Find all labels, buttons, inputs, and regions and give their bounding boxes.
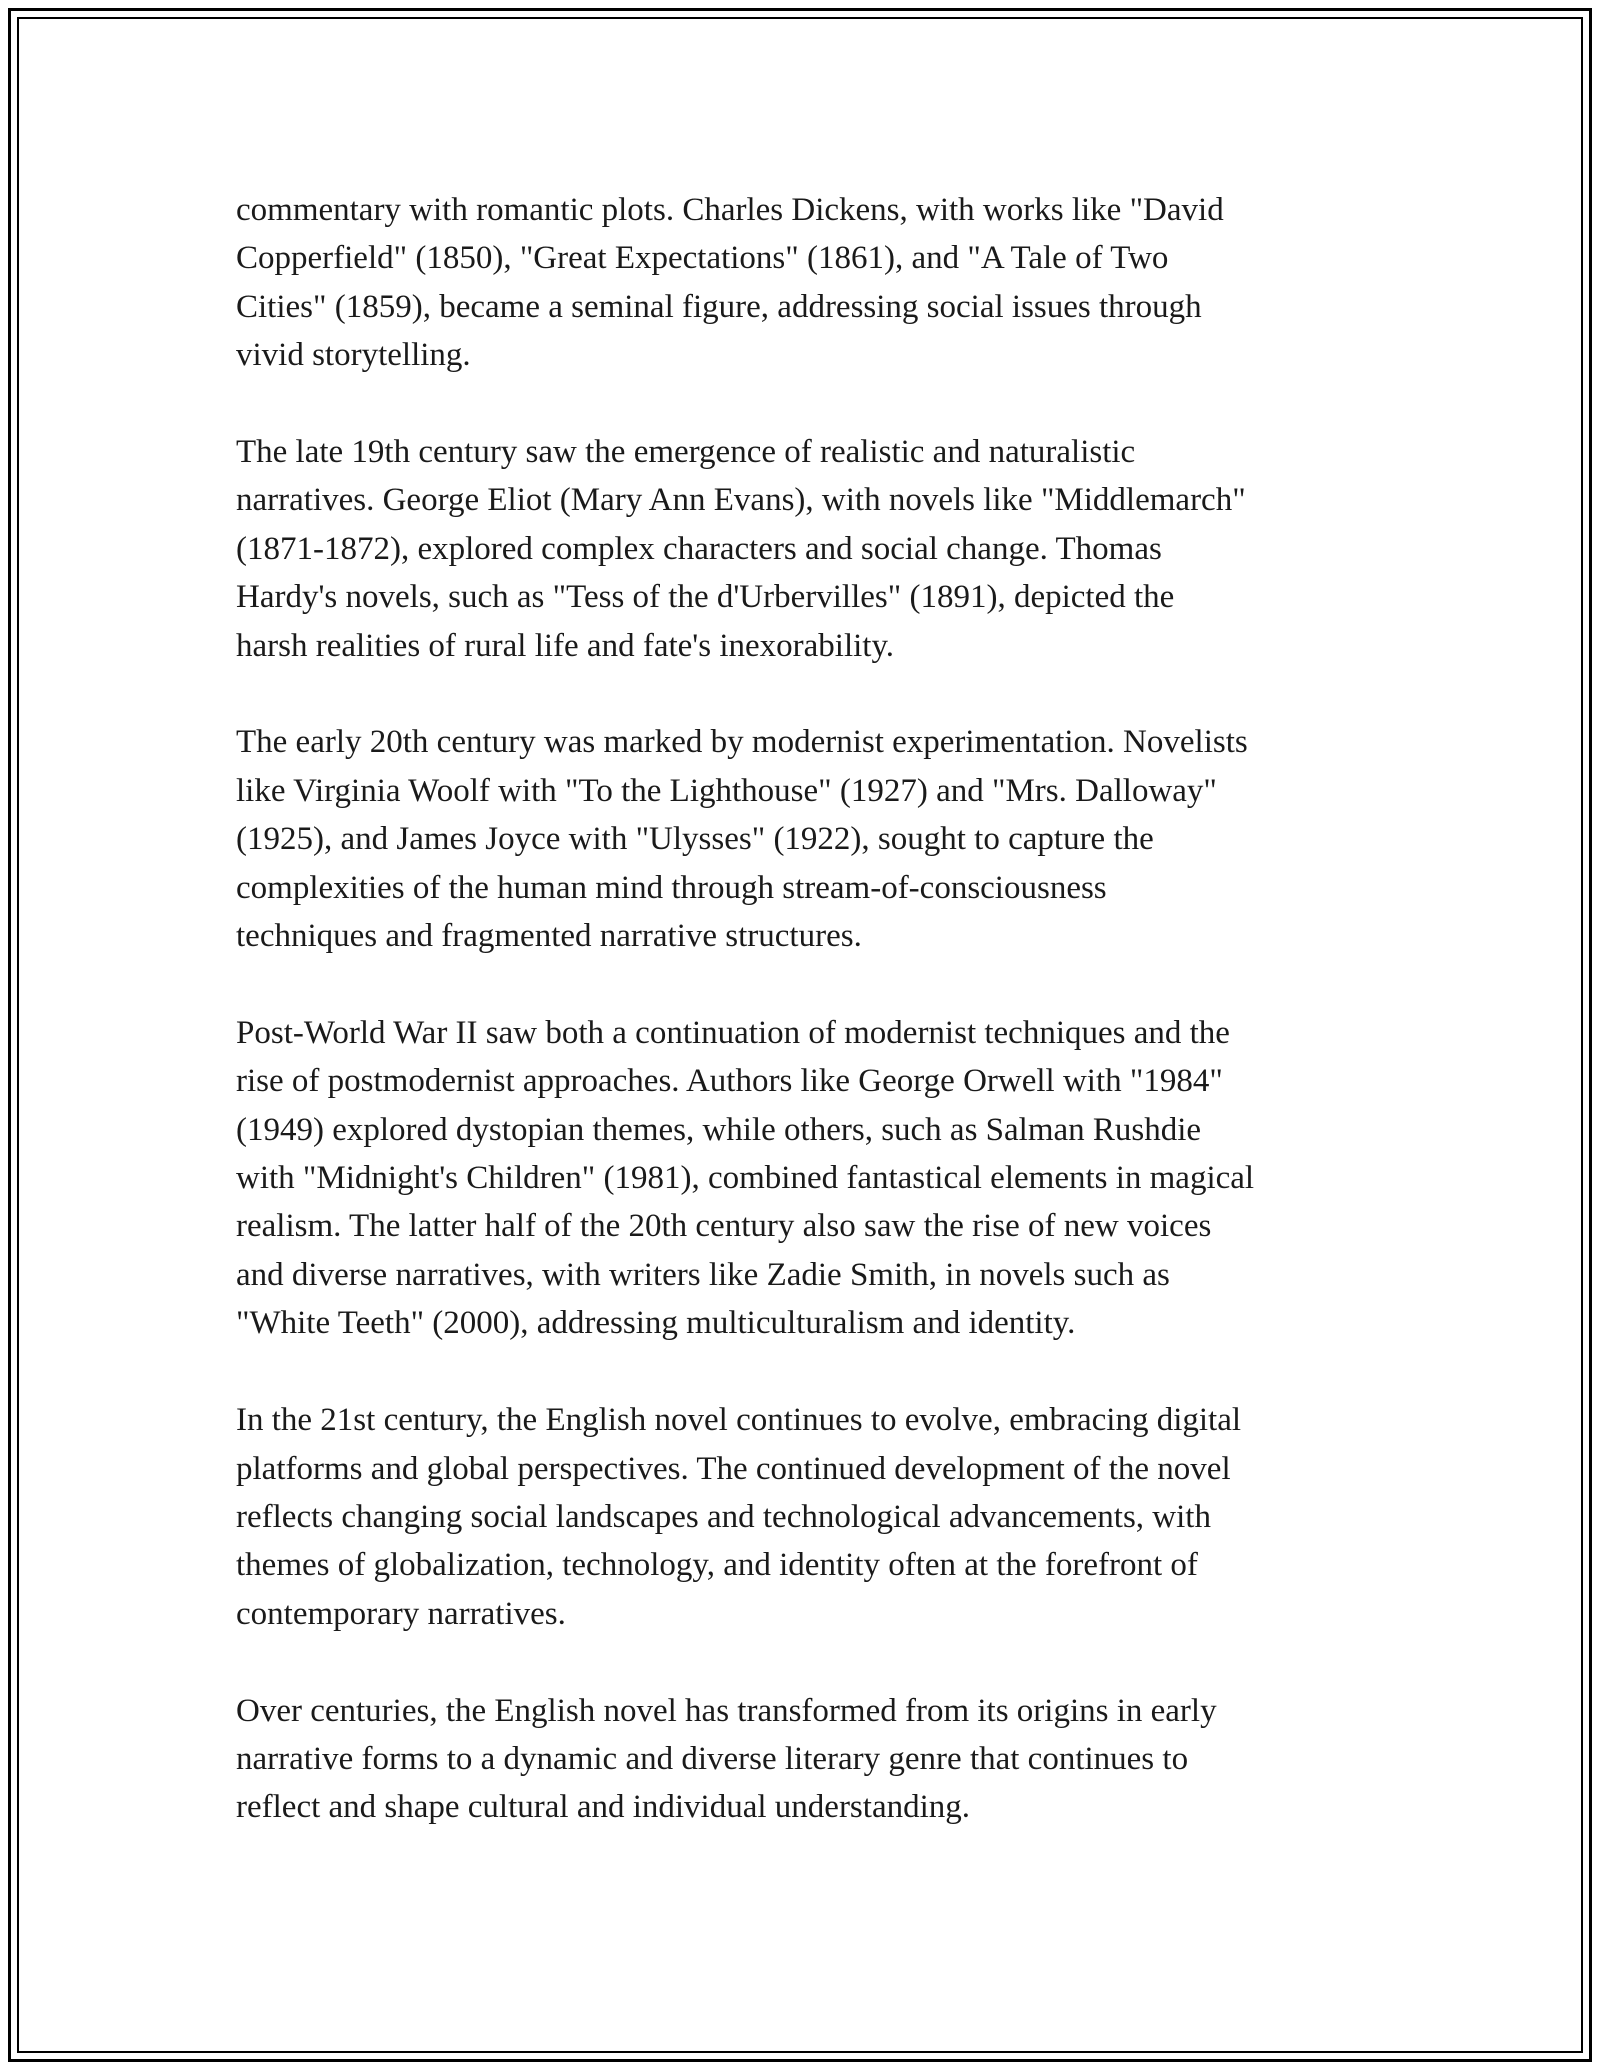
paragraph-21st-century: [236, 1396, 1386, 1638]
paragraph-dickens: [236, 186, 1386, 380]
text-line: realism. The latter half of the 20th century also saw the rise of new voices: [236, 1208, 1212, 1245]
text-line: platforms and global perspectives. The continued development of the novel: [236, 1450, 1231, 1487]
text-line: (1949) explored dystopian themes, while others, such as Salman Rushdie: [236, 1111, 1202, 1148]
text-line: The early 20th century was marked by modernist experimentation. Novelists: [236, 724, 1248, 761]
text-line: Post-World War II saw both a continuation of modernist techniques and the: [236, 1014, 1230, 1051]
text-line: and diverse narratives, with writers like Zadie Smith, in novels such as: [236, 1256, 1170, 1293]
text-line: Copperfield" (1850), "Great Expectations" (1861), and "A Tale of Two: [236, 240, 1169, 277]
text-line: commentary with romantic plots. Charles Dickens, with works like "David: [236, 192, 1224, 228]
text-line: "White Teeth" (2000), addressing multiculturalism and identity.: [236, 1305, 1076, 1342]
text-line: techniques and fragmented narrative structures.: [236, 918, 862, 955]
paragraph-late-19th-century: [236, 428, 1386, 670]
text-line: Cities" (1859), became a seminal figure, addressing social issues through: [236, 288, 1202, 325]
text-line: themes of globalization, technology, and identity often at the forefront of: [236, 1547, 1198, 1584]
text-line: narratives. George Eliot (Mary Ann Evans), with novels like "Middlemarch": [236, 482, 1246, 519]
text-line: Hardy's novels, such as "Tess of the d'Urbervilles" (1891), depicted the: [236, 579, 1175, 616]
text-line: The late 19th century saw the emergence of realistic and naturalistic: [236, 434, 1136, 471]
text-line: with "Midnight's Children" (1981), combined fantastical elements in magical: [236, 1160, 1255, 1197]
text-line: (1925), and James Joyce with "Ulysses" (1922), sought to capture the: [236, 821, 1154, 858]
paragraph-early-20th-century: [236, 718, 1386, 960]
text-line: reflects changing social landscapes and technological advancements, with: [236, 1498, 1211, 1535]
text-line: reflect and shape cultural and individual understanding.: [236, 1789, 971, 1826]
paragraph-post-war: [236, 1009, 1386, 1348]
text-line: like Virginia Woolf with "To the Lighthouse" (1927) and "Mrs. Dalloway": [236, 772, 1217, 809]
text-line: harsh realities of rural life and fate's inexorability.: [236, 627, 895, 664]
text-line: contemporary narratives.: [236, 1595, 566, 1632]
text-line: In the 21st century, the English novel continues to evolve, embracing digital: [236, 1402, 1242, 1439]
text-line: vivid storytelling.: [236, 337, 471, 374]
document-body: [236, 186, 1386, 1880]
text-line: (1871-1872), explored complex characters and social change. Thomas: [236, 530, 1162, 567]
text-line: rise of postmodernist approaches. Authors like George Orwell with "1984": [236, 1063, 1223, 1100]
text-line: Over centuries, the English novel has transformed from its origins in early: [236, 1692, 1217, 1729]
text-line: complexities of the human mind through stream-of-consciousness: [236, 869, 1107, 906]
paragraph-conclusion: [236, 1687, 1386, 1832]
text-line: narrative forms to a dynamic and diverse literary genre that continues to: [236, 1740, 1189, 1777]
